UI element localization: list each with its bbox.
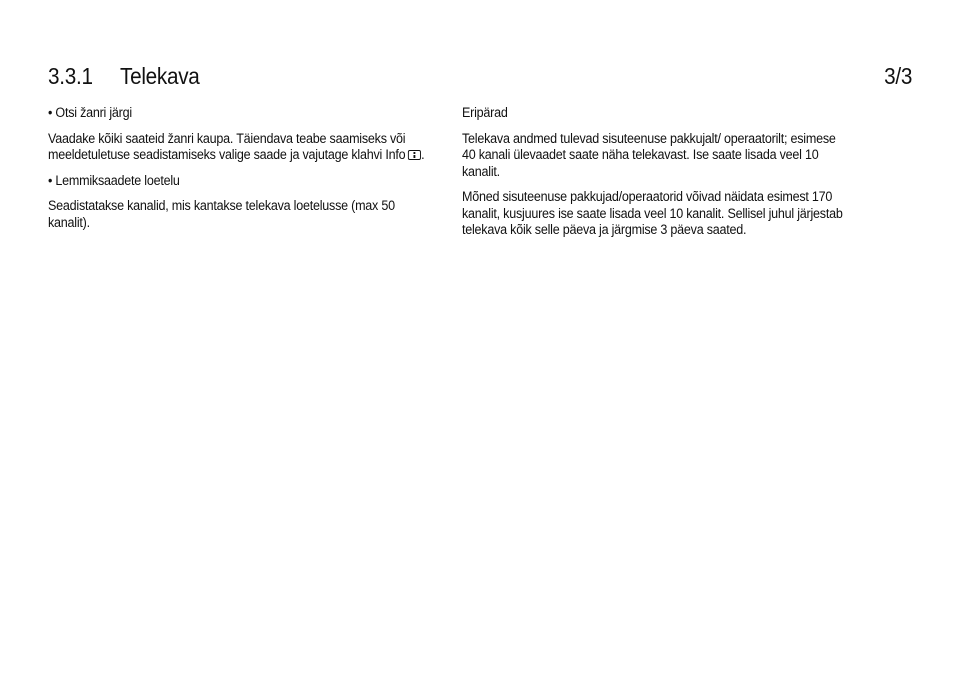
features-paragraph-2: Mõned sisuteenuse pakkujad/operaatorid võivad näidata esimest 170 kanalit, kusjuures ise saate lisada veel 10 kanalit. Sellisel juhul järjestab telekava kõik selle päeva ja järgmise 3 päeva saated. <box>462 189 843 237</box>
left-column <box>48 105 428 240</box>
section-number: 3.3.1 <box>48 63 93 89</box>
right-column <box>462 105 852 248</box>
bullet-favourites-list: • Lemmiksaadete loetelu <box>48 172 180 188</box>
section-title: Telekava <box>120 63 200 89</box>
features-heading: Eripärad <box>462 105 508 120</box>
page-indicator: 3/3 <box>884 63 912 89</box>
favourites-description: Seadistatakse kanalid, mis kantakse telekava loetelusse (max 50 kanalit). <box>48 198 395 230</box>
features-paragraph-1: Telekava andmed tulevad sisuteenuse pakkujalt/ operaatorilt; esimese 40 kanali ülevaadet saate näha telekavast. Ise saate lisada veel 10 kanalit. <box>462 130 836 179</box>
genre-search-text: Vaadake kõiki saateid žanri kaupa. Täiendava teabe saamiseks või meeldetuletuse seadistamiseks valige saade ja vajutage klahvi Info <box>48 130 406 162</box>
genre-search-description <box>48 131 426 164</box>
page-header <box>48 62 912 94</box>
bullet-genre-search: • Otsi žanri järgi <box>48 105 132 120</box>
info-icon <box>408 150 421 160</box>
genre-search-text-end: . <box>421 147 425 162</box>
